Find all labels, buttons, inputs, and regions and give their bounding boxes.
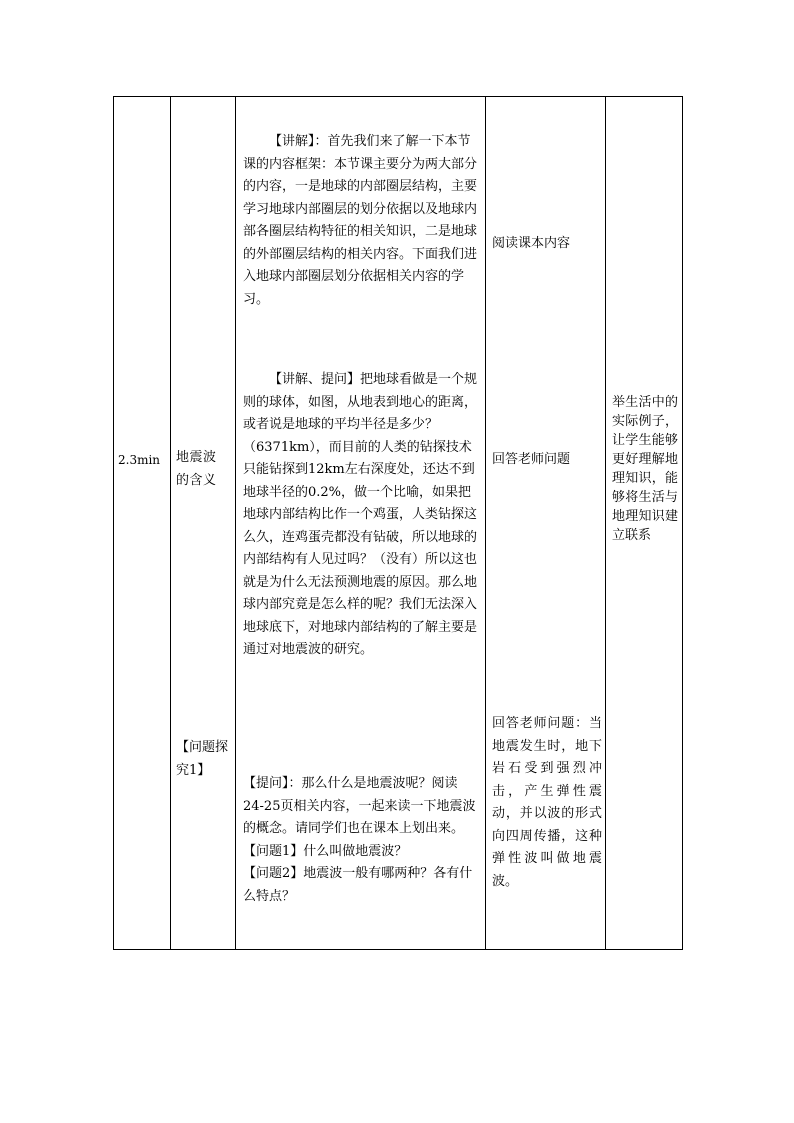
design-intent-cell [606,97,683,950]
teacher-activity-cell [236,97,486,950]
time-cell [114,97,171,950]
design-intent-text: 举生活中的实际例子，让学生能够更好理解地理知识，能够将生活与地理知识建立联系 [612,395,678,543]
link-title: 地震波的含义 [176,450,217,488]
teacher-text-1: 【讲解】：首先我们来了解一下本节课的内容框架：本节课主要分为两大部分的内容，一是地球的内部圈层结构，主要学习地球内部圈层的划分依据以及地球内部各圈层结构特征的相关知识，二是地球的外部圈层结构的相关内容。下面我们进入地球内部圈层划分依据相关内容的学习。 [243,134,478,307]
table-row [114,97,683,950]
teacher-text-3: 【提问】：那么什么是地震波呢？阅读24-25页相关内容，一起来读一下地震波的概念。请同学们也在课本上划出来。 [243,776,476,836]
teacher-paragraph-2 [243,369,478,662]
teacher-text-2: 【讲解、提问】把地球看做是一个规则的球体，如图，从地表到地心的距离，或者说是地球的平均半径是多少？（6371km），而目前的人类的钻探技术只能钻探到12km左右深度处，还达不到地球半径的0.2%，做一个比喻，如果把地球内部结构比作一个鸡蛋，人类钻探这么久，连鸡蛋壳都没有钻破，所以地球的内部结构有人见过吗？（没有）所以这也就是为什么无法预测地震的原因。那么地球内部究竟是怎么样的呢？我们无法深入地球底下，对地球内部结构的了解主要是通过对地震波的研究。 [243,372,478,657]
time-label: 2.3min [118,453,161,467]
student-activity-1: 阅读课本内容 [492,236,571,251]
question-1: 【问题1】什么叫做地震波？ [243,843,408,859]
student-activity-cell [486,97,606,950]
student-activity-3: 回答老师问题：当地震发生时，地下岩石受到强烈冲击，产生弹性震动，并以波的形式向四周传播，这种弹性波叫做地震波。 [492,716,602,889]
link-subtitle: 【问题探究1】 [176,740,229,778]
lesson-plan-table [113,96,683,950]
teacher-paragraph-3 [243,773,478,908]
teacher-paragraph-1 [243,131,478,311]
question-2: 【问题2】地震波一般有哪两种？各有什么特点？ [243,866,473,904]
student-activity-2: 回答老师问题 [492,452,571,467]
link-cell [171,97,236,950]
